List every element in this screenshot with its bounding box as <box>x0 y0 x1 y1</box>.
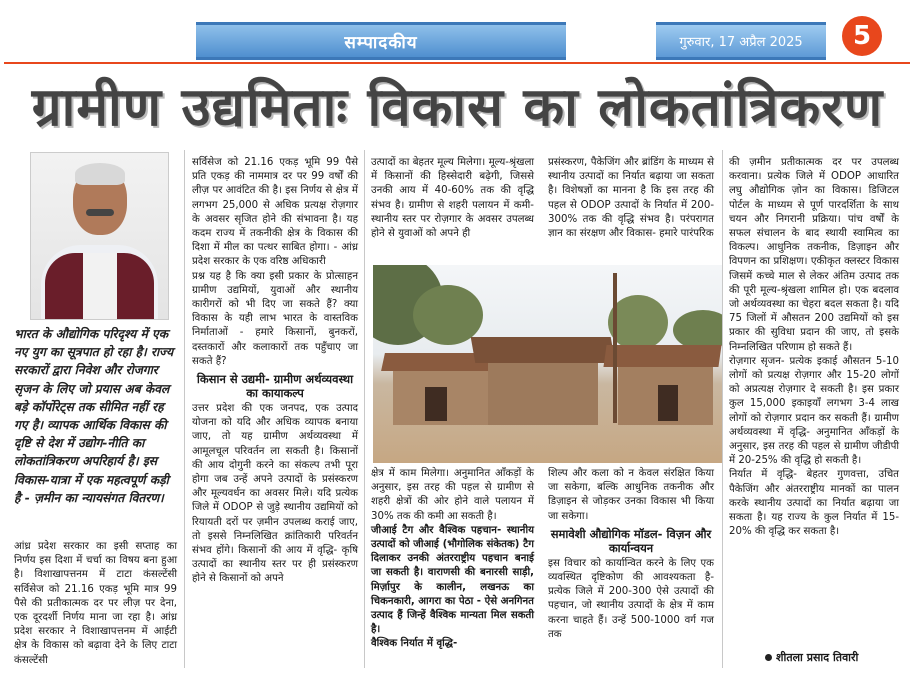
col3-bottom-p1: क्षेत्र में काम मिलेगा। अनुमानित आँकड़ों के अनुसार, इस तरह की पहल से ग्रामीण से शहरी क्षेत्रों की ओर होने वाले पलायन में 30% तक की कमी आ सकती है। <box>371 468 534 522</box>
col4-subheading: समावेशी औद्योगिक मॉडल- विज़न और कार्यान्वयन <box>550 526 712 555</box>
house-roof <box>603 345 721 367</box>
col3-top-text: उत्पादों का बेहतर मूल्य मिलेगा। मूल्य-श्रृंखला में किसानों की हिस्सेदारी बढ़ेगी, जिससे उनकी आय में 40-60% तक की वृद्धि संभव है। ग्रामीण से शहरी पलायन में कमी- स्थानीय स्तर पर रोज़गार के अवसर उपलब्ध होने से युवाओं को अपने ही <box>371 157 534 240</box>
page-number-badge: 5 <box>842 16 882 56</box>
header-rule <box>4 62 910 64</box>
col2-p1: सर्विसेज को 21.16 एकड़ भूमि 99 पैसे प्रति एकड़ की नाममात्र दर पर 99 वर्षों की लीज़ पर आवंटित की है। इस निर्णय से क्षेत्र में लगभग 25,000 से अधिक प्रत्यक्ष रोज़गार के अवसर सृजित होने की संभावना है। यह कदम राज्य में तकनीकी क्षेत्र के विकास की दिशा में मील का पत्थर साबित होगा। - आंध्र प्रदेश सरकार के एक वरिष्ठ अधिकारी <box>192 157 358 268</box>
col1-text: आंध्र प्रदेश सरकार का इसी सप्ताह का निर्णय इस दिशा में चर्चा का विषय बना हुआ है। विशाखापत्तनम में टाटा कंसल्टेंसी सर्विसेज को 21.16 एकड़ भूमि मात्र 99 पैसे की प्रतीकात्मक दर पर लीज़ पर देना, एक दूरदर्शी निर्णय माना जा रहा है। आंध्र प्रदेश सरकार ने विशाखापत्तनम में आईटी क्षेत्र के विकास को बढ़ावा देने के लिए टाटा कंसल्टेंसी <box>14 541 177 666</box>
col3-bottom-p3: वैश्विक निर्यात में वृद्धि- <box>371 638 458 650</box>
byline <box>765 650 858 665</box>
photo-tree <box>413 285 483 345</box>
col5-p1: की ज़मीन प्रतीकात्मक दर पर उपलब्ध करवाना। प्रत्येक जिले में ODOP आधारित लघु औद्योगिक ज़ोन का विकास। डिजिटल पोर्टल के माध्यम से पूर्ण पारदर्शिता के साथ चयन और निगरानी प्रक्रिया। पांच वर्षों के सफल संचालन के बाद स्थायी स्वामित्व का विकल्प। आधुनिक तकनीक, डिज़ाइन और विपणन का प्रशिक्षण। एकीकृत क्लस्टर विकास जिसमें कच्चे माल से लेकर अंतिम उत्पाद तक की पूरी मूल्य-श्रृंखला शामिल हो। एक बदलाव जो अर्थव्यवस्था का चेहरा बदल सकता है। यदि 75 जिलों में औसतन 200 उद्यमियों को इस प्रकार की सुविधा प्रदान की जाए, तो इसके निम्नलिखित परिणाम हो सकते हैं। <box>729 157 899 353</box>
house-wall <box>488 357 598 425</box>
column-4-bottom <box>548 467 714 642</box>
column-divider <box>364 150 365 668</box>
house-door <box>425 387 447 421</box>
col5-p2: रोज़गार सृजन- प्रत्येक इकाई औसतन 5-10 लोगों को प्रत्यक्ष रोज़गार और 15-20 लोगों को अप्रत्यक्ष रोज़गार दे सकती है। इस प्रकार कुल 15,000 इकाइयाँ लगभग 3-4 लाख लोगों को रोज़गार प्रदान कर सकती हैं। ग्रामीण अर्थव्यवस्था में वृद्धि- अनुमानित आँकड़ों के अनुसार, इस तरह की पहल से ग्रामीण जीडीपी में 20-25% की वृद्धि हो सकती है। <box>729 355 899 467</box>
electric-pole <box>613 273 617 423</box>
col4-bottom-p1: शिल्प और कला को न केवल संरक्षित किया जा सकेगा, बल्कि आधुनिक तकनीक और डिज़ाइन से जोड़कर उनका विकास भी किया जा सकेगा। <box>548 468 714 522</box>
col4-top-text: प्रसंस्करण, पैकेजिंग और ब्रांडिंग के माध्यम से स्थानीय उत्पादों का निर्यात बढ़ाया जा सकता है। विशेषज्ञों का मानना है कि इस तरह की पहल से ODOP उत्पादों के निर्यात में 200-300% तक की वृद्धि संभव है। परंपरागत ज्ञान का संरक्षण और विकास- हमारे पारंपरिक <box>548 157 714 240</box>
page-header <box>0 0 915 68</box>
house-roof <box>471 337 616 363</box>
column-divider <box>184 150 185 668</box>
section-title: सम्पादकीय <box>344 32 418 53</box>
col2-p3: उत्तर प्रदेश की एक जनपद, एक उत्पाद योजना को यदि और अधिक व्यापक बनाया जाए, तो यह ग्रामीण अर्थव्यवस्था में आमूलचूल परिवर्तन ला सकती है। किसानों की आय दोगुनी करने का संकल्प तभी पूरा होगा जब उन्हें अपने उत्पादों के प्रसंस्करण और मूल्यवर्धन का अवसर मिले। यदि प्रत्येक जिले में ODOP से जुड़े स्थानीय उद्यमियों को रियायती दरों पर ज़मीन उपलब्ध कराई जाए, तो इससे निम्नलिखित क्रांतिकारी परिवर्तन संभव होंगे। किसानों की आय में वृद्धि- कृषि उत्पादों का स्थानीय स्तर पर ही प्रसंस्करण होने से किसानों को अपने <box>192 403 358 585</box>
headline: ग्रामीण उद्यमिताः विकास का लोकतांत्रिकरण <box>31 77 884 138</box>
column-divider <box>722 150 723 668</box>
col5-p3: निर्यात में वृद्धि- बेहतर गुणवत्ता, उचित पैकेजिंग और अंतरराष्ट्रीय मानकों का पालन करके स्थानीय उत्पादों का निर्यात बढ़ाया जा सकता है। यह राज्य के कुल निर्यात में 15-20% की वृद्धि कर सकता है। <box>729 469 899 538</box>
column-2 <box>192 156 358 587</box>
bullet-icon <box>765 654 772 661</box>
column-3-bottom <box>371 467 534 652</box>
col3-bottom-p2: जीआई टैग और वैश्विक पहचान- स्थानीय उत्पादों को जीआई (भौगोलिक संकेतक) टैग दिलाकर उनकी अंतरराष्ट्रीय पहचान बनाई जा सकती है। वाराणसी की बनारसी साड़ी, मिर्ज़ापुर के कालीन, लखनऊ का चिकनकारी, आगरा का पेठा - ऐसे अनगिनत उत्पाद हैं जिन्हें वैश्विक मान्यता मिल सकती है। <box>371 524 534 636</box>
col2-subheading: किसान से उद्यमी- ग्रामीण अर्थव्यवस्था का कायाकल्प <box>196 372 354 401</box>
author-photo <box>30 152 169 320</box>
photo-collar <box>83 253 117 319</box>
column-4-top <box>548 156 714 241</box>
lead-paragraph: भारत के औद्योगिक परिदृश्य में एक नए युग का सूत्रपात हो रहा है। राज्य सरकारों द्वारा निवेश और रोजगार सृजन के लिए जो प्रयास अब केवल बड़े कॉर्पोरेट्स तक सीमित नहीं रह गए है। व्यापक आर्थिक विकास की दृष्टि से देश में उद्योग-नीति का लोकतांत्रिकरण अपरिहार्य है। इस विकास-यात्रा में एक महत्वपूर्ण कड़ी है - ज़मीन का न्यायसंगत वितरण। <box>14 327 174 505</box>
column-1 <box>14 540 177 668</box>
col2-p2: प्रश्न यह है कि क्या इसी प्रकार के प्रोत्साहन ग्रामीण उद्यमियों, युवाओं और स्थानीय कारीगरों को भी दिए जा सकते हैं? क्या विकास के यही लाभ भारत के वास्तविक निर्माताओं - हमारे किसानों, बुनकरों, दस्तकारों और कलाकारों तक पहुँचाए जा सकते हैं? <box>192 270 358 367</box>
photo-tree <box>608 295 668 350</box>
photo-hair <box>75 163 125 185</box>
photo-moustache <box>86 209 114 216</box>
col4-bottom-p2: इस विचार को कार्यान्वित करने के लिए एक व्यवस्थित दृष्टिकोण की आवश्यकता है- प्रत्येक जिले में 200-300 ऐसे उत्पादों की पहचान, जो स्थानीय उत्पादों के क्षेत्र में काम करना चाहते हैं। उन्हें 500-1000 वर्ग गज तक <box>548 557 714 640</box>
photo-tree <box>673 310 722 350</box>
section-banner <box>196 22 566 60</box>
house-door <box>658 385 678 421</box>
column-5 <box>729 156 899 539</box>
author-name: शीतला प्रसाद तिवारी <box>776 651 859 664</box>
column-3-top <box>371 156 534 241</box>
village-photo <box>373 265 722 463</box>
issue-date: गुरुवार, 17 अप्रैल 2025 <box>656 22 826 60</box>
